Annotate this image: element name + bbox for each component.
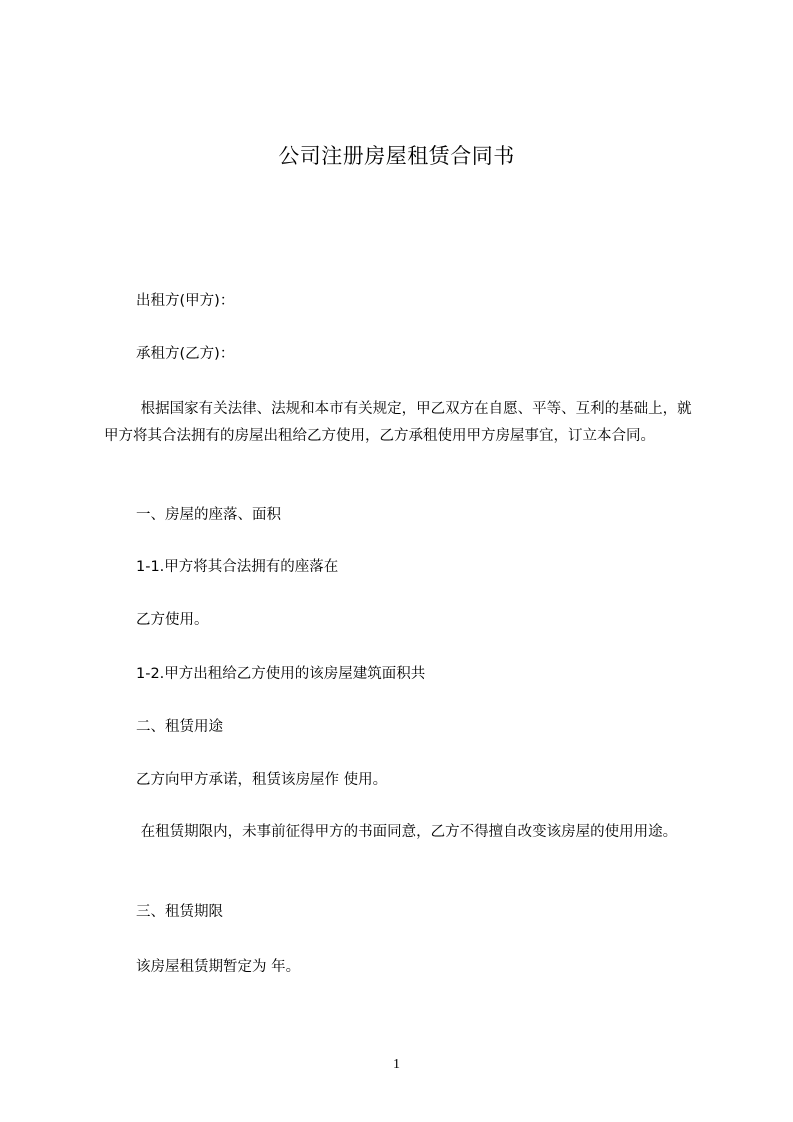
page-number: 1 — [393, 1057, 400, 1072]
purpose-restriction-paragraph: 在租赁期限内，未事前征得甲方的书面同意，乙方不得擅自改变该房屋的使用用途。 — [136, 824, 678, 840]
clause-1-1-continuation: 乙方使用。 — [136, 612, 209, 628]
lessee-line: 承租方(乙方)： — [136, 346, 235, 362]
clause-1-2: 1-2.甲方出租给乙方使用的该房屋建筑面积共 — [136, 666, 426, 682]
section-heading-location-area: 一、房屋的座落、面积 — [136, 507, 281, 523]
document-title: 公司注册房屋租赁合同书 — [278, 144, 515, 168]
lease-term-line: 该房屋租赁期暂定为 年。 — [136, 959, 301, 975]
section-heading-term: 三、租赁期限 — [136, 904, 223, 920]
preamble-paragraph: 根据国家有关法律、法规和本市有关规定，甲乙双方在自愿、平等、互利的基础上，就甲方将其合法拥有的房屋出租给乙方使用，乙方承租使用甲方房屋事宜，订立本合同。 — [104, 401, 692, 444]
lessor-line: 出租方(甲方)： — [136, 293, 235, 309]
section-heading-purpose: 二、租赁用途 — [136, 719, 223, 735]
purpose-commitment: 乙方向甲方承诺，租赁该房屋作 使用。 — [136, 772, 388, 788]
clause-1-1: 1-1.甲方将其合法拥有的座落在 — [136, 559, 339, 575]
